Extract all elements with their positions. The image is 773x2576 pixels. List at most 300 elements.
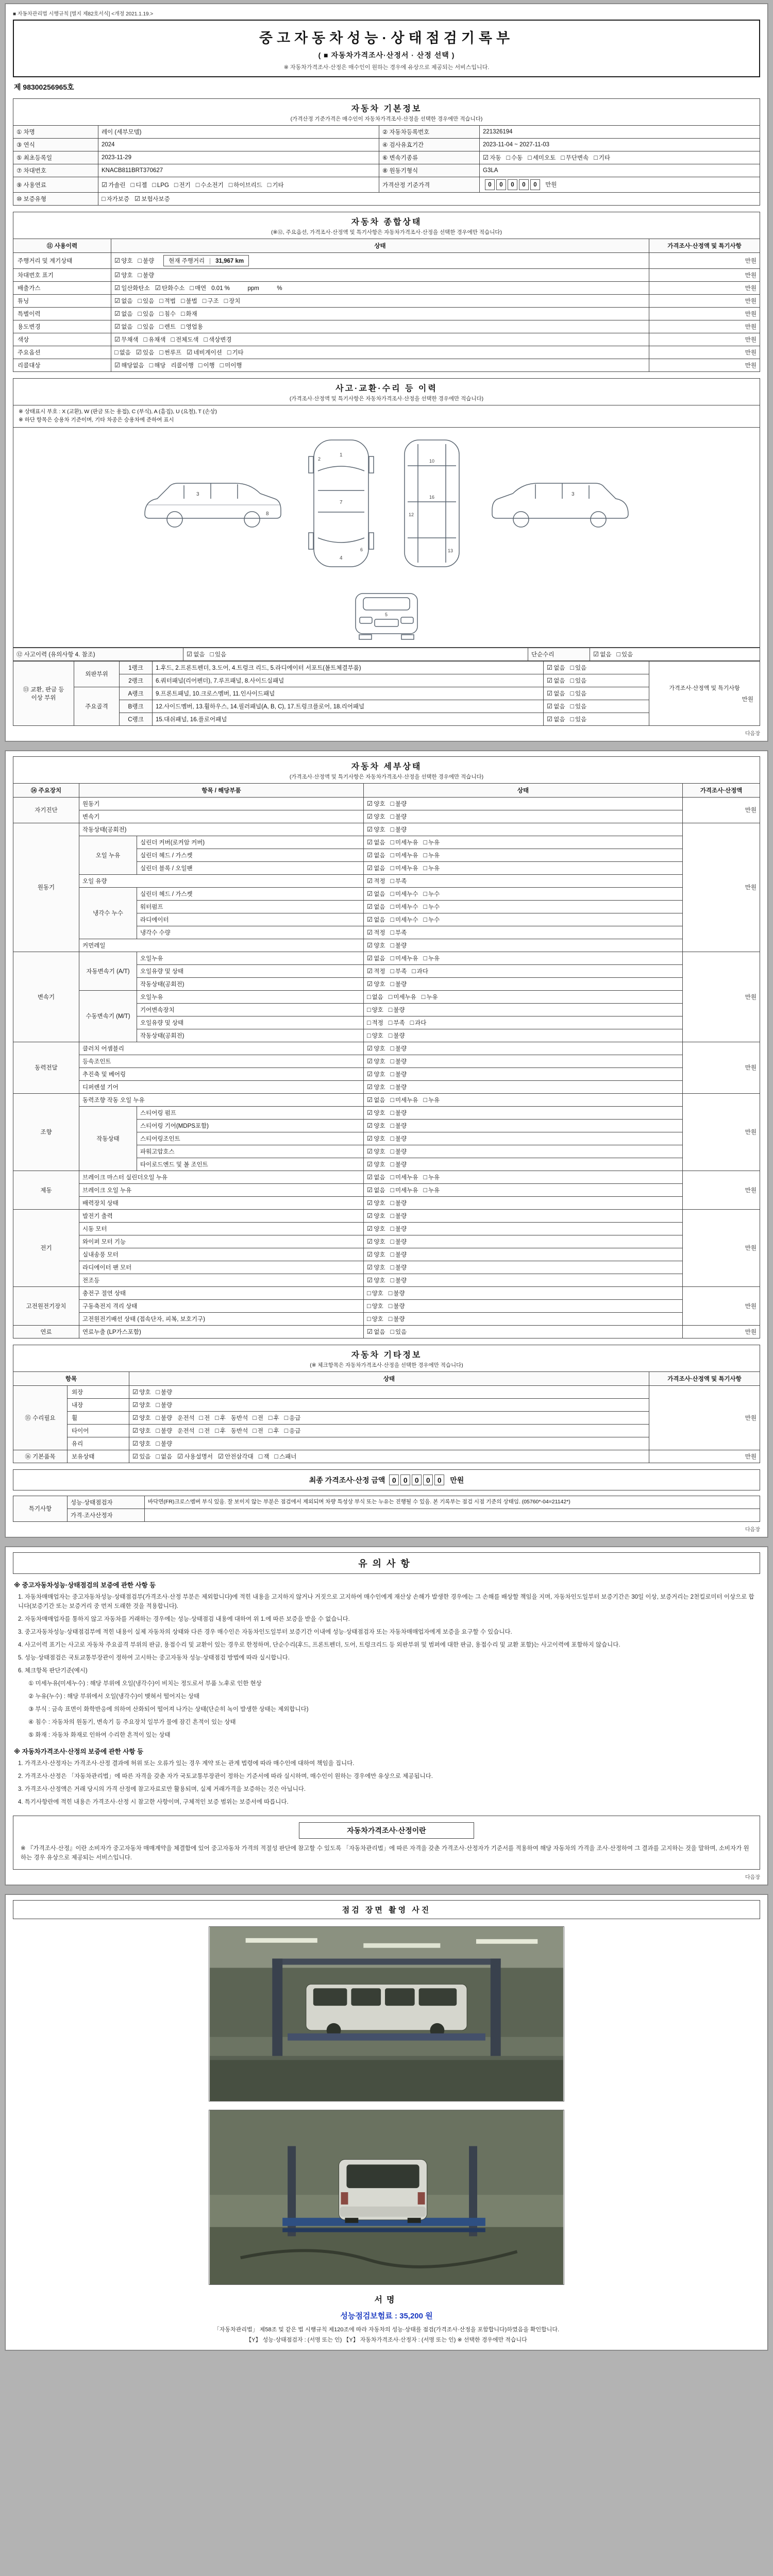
checkbox-불량[interactable] bbox=[390, 825, 407, 834]
checkbox-누유[interactable] bbox=[423, 838, 440, 846]
checkbox-있음[interactable] bbox=[138, 297, 154, 305]
checkbox-없음[interactable] bbox=[367, 954, 385, 962]
checkbox-없음[interactable] bbox=[367, 1096, 385, 1104]
checkbox-icon: □ bbox=[410, 1019, 414, 1026]
checkbox-양호[interactable] bbox=[132, 1401, 150, 1409]
checkbox-불량[interactable] bbox=[390, 812, 407, 821]
checkbox-디젤[interactable] bbox=[131, 181, 147, 189]
checkbox-양호[interactable] bbox=[367, 941, 385, 950]
checkbox-불량[interactable] bbox=[390, 1044, 407, 1053]
item-label: 변속기 bbox=[79, 810, 364, 823]
checkbox-미세누수[interactable] bbox=[390, 903, 418, 911]
checkbox-없음[interactable] bbox=[187, 650, 205, 658]
checkbox-없음[interactable] bbox=[367, 916, 385, 924]
checkbox-과다[interactable] bbox=[412, 967, 428, 975]
checkbox-미세누유[interactable] bbox=[390, 851, 418, 859]
checkbox-없음[interactable] bbox=[367, 993, 383, 1001]
checkbox-icon: ☑ bbox=[367, 1122, 373, 1129]
fee-label: 성능점검보험료 : bbox=[340, 2311, 397, 2320]
checkbox-있음[interactable] bbox=[616, 650, 633, 658]
checkbox-가솔린[interactable] bbox=[102, 181, 126, 189]
checkbox-없음[interactable] bbox=[156, 1452, 172, 1461]
checkbox-양호[interactable] bbox=[114, 271, 132, 279]
checkbox-부족[interactable] bbox=[390, 967, 407, 975]
checkbox-자가보증[interactable] bbox=[102, 195, 129, 203]
checkbox-label: 없음 bbox=[374, 839, 385, 846]
item-label: 냉각수 수량 bbox=[137, 926, 364, 939]
checkbox-불량[interactable] bbox=[389, 1031, 405, 1040]
state-cell bbox=[111, 269, 649, 282]
checkbox-없음[interactable] bbox=[547, 676, 565, 685]
checkbox-불량[interactable] bbox=[390, 1250, 407, 1259]
checkbox-전[interactable] bbox=[199, 1427, 210, 1435]
etc-row bbox=[13, 1424, 760, 1437]
checkbox-icon: ☑ bbox=[367, 1263, 373, 1271]
checkbox-icon: □ bbox=[215, 1427, 219, 1434]
accident-history-label: ⑫ 사고이력 (유의사항 4. 참조) bbox=[13, 648, 183, 660]
svg-text:3: 3 bbox=[572, 492, 575, 497]
checkbox-누수[interactable] bbox=[423, 903, 440, 911]
checkbox-없음[interactable] bbox=[547, 702, 565, 710]
checkbox-침수[interactable] bbox=[159, 310, 176, 318]
field-label: ③ 연식 bbox=[13, 139, 98, 151]
checkbox-양호[interactable] bbox=[367, 825, 385, 834]
remarks-text bbox=[145, 1509, 760, 1521]
checkbox-icon: □ bbox=[204, 336, 208, 343]
checkbox-icon: □ bbox=[423, 954, 427, 962]
checkbox-label: 누유 bbox=[428, 839, 440, 846]
checkbox-양호[interactable] bbox=[367, 1147, 385, 1156]
checkbox-불량[interactable] bbox=[390, 941, 407, 950]
state-cell bbox=[111, 282, 649, 295]
checkbox-label: 불량 bbox=[395, 1226, 407, 1232]
checkbox-label: 전 bbox=[204, 1415, 210, 1421]
checkbox-icon: ☑ bbox=[367, 1134, 373, 1142]
checkbox-icon: □ bbox=[423, 851, 427, 859]
checkbox-불량[interactable] bbox=[390, 1238, 407, 1246]
checkbox-장치[interactable] bbox=[224, 297, 241, 305]
checkbox-탄화수소[interactable] bbox=[155, 284, 185, 292]
checkbox-label: 후 bbox=[273, 1415, 279, 1421]
checkbox-icon: □ bbox=[390, 1147, 394, 1155]
checkbox-불량[interactable] bbox=[390, 1083, 407, 1091]
detail-row bbox=[13, 1080, 760, 1093]
checkbox-불량[interactable] bbox=[138, 257, 154, 265]
checkbox-불법[interactable] bbox=[181, 297, 197, 305]
overall-row bbox=[13, 320, 760, 333]
checkbox-없음[interactable] bbox=[367, 851, 385, 859]
item-label: 실린더 헤드 / 가스켓 bbox=[137, 849, 364, 861]
checkbox-불량[interactable] bbox=[389, 1315, 405, 1323]
price-cell: 만원 bbox=[649, 253, 760, 269]
checkbox-양호[interactable] bbox=[367, 1109, 385, 1117]
checkbox-없음[interactable] bbox=[114, 323, 132, 331]
checkbox-icon: □ bbox=[198, 362, 203, 369]
checkbox-양호[interactable] bbox=[367, 1044, 385, 1053]
checkbox-누수[interactable] bbox=[423, 916, 440, 924]
overall-row bbox=[13, 359, 760, 372]
checkbox-icon: □ bbox=[181, 310, 185, 317]
checkbox-있음[interactable] bbox=[570, 689, 586, 698]
checkbox-있음[interactable] bbox=[210, 650, 226, 658]
price-unit: 만원 bbox=[545, 182, 557, 188]
checkbox-불량[interactable] bbox=[156, 1414, 172, 1422]
checkbox-누유[interactable] bbox=[423, 864, 440, 872]
car-diagram-area bbox=[13, 427, 760, 648]
checkbox-기타[interactable] bbox=[267, 181, 284, 189]
checkbox-양호[interactable] bbox=[367, 1160, 385, 1168]
checkbox-없음[interactable] bbox=[367, 838, 385, 846]
checkbox-label: 없음 bbox=[193, 651, 205, 658]
checkbox-label: 일산화탄소 bbox=[121, 285, 150, 292]
detail-row bbox=[13, 1325, 760, 1338]
checkbox-후[interactable] bbox=[215, 1427, 226, 1435]
checkbox-양호[interactable] bbox=[367, 1134, 385, 1143]
checkbox-자동[interactable] bbox=[483, 154, 501, 162]
checkbox-양호[interactable] bbox=[132, 1388, 150, 1396]
price-cell: 만원 bbox=[649, 359, 760, 372]
item-label: 타이로드엔드 및 볼 조인트 bbox=[137, 1158, 364, 1171]
checkbox-양호[interactable] bbox=[367, 1225, 385, 1233]
checkbox-양호[interactable] bbox=[367, 1276, 385, 1284]
panel-row bbox=[13, 661, 760, 674]
checkbox-양호[interactable] bbox=[367, 1212, 385, 1220]
checkbox-후[interactable] bbox=[268, 1427, 279, 1435]
checkbox-양호[interactable] bbox=[367, 1289, 383, 1297]
detail-row bbox=[13, 1106, 760, 1119]
checkbox-불량[interactable] bbox=[390, 1134, 407, 1143]
checkbox-양호[interactable] bbox=[367, 1199, 385, 1207]
checkbox-누유[interactable] bbox=[423, 1186, 440, 1194]
state-cell bbox=[364, 1080, 683, 1093]
notice-item: ④ 침수 : 자동차의 원동기, 변속기 등 주요장치 일부가 물에 잠긴 흔적이 있는 상태 bbox=[28, 1719, 236, 1726]
checkbox-무채색[interactable] bbox=[114, 335, 139, 344]
checkbox-적정[interactable] bbox=[367, 928, 385, 937]
checkbox-icon: □ bbox=[227, 349, 231, 356]
checkbox-세미오토[interactable] bbox=[528, 154, 556, 162]
checkbox-있음[interactable] bbox=[570, 676, 586, 685]
checkbox-있음[interactable] bbox=[390, 1328, 407, 1336]
checkbox-스패너[interactable] bbox=[274, 1452, 296, 1461]
checkbox-불량[interactable] bbox=[389, 1289, 405, 1297]
price-cell: 만원 bbox=[683, 1325, 760, 1338]
detail-row bbox=[13, 823, 760, 836]
remarks-who: 성능·상태점검자 bbox=[68, 1496, 145, 1509]
checkbox-부족[interactable] bbox=[390, 928, 407, 937]
state-cell bbox=[364, 1261, 683, 1274]
checkbox-label: LPG bbox=[157, 182, 169, 189]
checkbox-없음[interactable] bbox=[547, 715, 565, 723]
checkbox-구조[interactable] bbox=[203, 297, 219, 305]
engine-type-value: G3LA bbox=[480, 164, 760, 177]
checkbox-유채색[interactable] bbox=[144, 335, 166, 344]
checkbox-없음[interactable] bbox=[367, 903, 385, 911]
checkbox-불량[interactable] bbox=[390, 1212, 407, 1220]
checkbox-양호[interactable] bbox=[367, 1238, 385, 1246]
checkbox-label: 있음 bbox=[215, 651, 227, 658]
checkbox-양호[interactable] bbox=[114, 257, 132, 265]
field-label: ⑨ 사용연료 bbox=[13, 177, 98, 193]
checkbox-icon: ☑ bbox=[114, 323, 121, 330]
checkbox-불량[interactable] bbox=[390, 1070, 407, 1078]
checkbox-응급[interactable] bbox=[284, 1414, 301, 1422]
checkbox-보험사보증[interactable] bbox=[135, 195, 170, 203]
checkbox-불량[interactable] bbox=[390, 1276, 407, 1284]
checkbox-수동[interactable] bbox=[506, 154, 523, 162]
checkbox-미세누유[interactable] bbox=[390, 864, 418, 872]
checkbox-있음[interactable] bbox=[570, 715, 586, 723]
checkbox-icon: □ bbox=[561, 154, 565, 161]
checkbox-무단변속[interactable] bbox=[561, 154, 589, 162]
checkbox-label: 불량 bbox=[393, 1303, 405, 1310]
checkbox-적정[interactable] bbox=[367, 967, 385, 975]
detail-row bbox=[13, 1042, 760, 1055]
state-cell bbox=[364, 1055, 683, 1067]
checkbox-불량[interactable] bbox=[390, 1122, 407, 1130]
col-price: 가격조사·산정액 및 특기사항 bbox=[649, 239, 760, 253]
checkbox-label: 있음 bbox=[139, 1453, 151, 1460]
checkbox-잭[interactable] bbox=[259, 1452, 270, 1461]
state-cell bbox=[364, 977, 683, 990]
checkbox-label: 누유 bbox=[428, 1187, 440, 1194]
checkbox-안전삼각대[interactable] bbox=[218, 1452, 254, 1461]
checkbox-없음[interactable] bbox=[114, 348, 131, 357]
car-front-view-diagram bbox=[343, 587, 430, 643]
checkbox-미세누유[interactable] bbox=[390, 838, 418, 846]
checkbox-LPG[interactable] bbox=[152, 181, 169, 189]
checkbox-있음[interactable] bbox=[570, 702, 586, 710]
checkbox-양호[interactable] bbox=[367, 1031, 383, 1040]
checkbox-일산화탄소[interactable] bbox=[114, 284, 150, 292]
checkbox-icon: □ bbox=[390, 1263, 394, 1271]
checkbox-누수[interactable] bbox=[423, 890, 440, 898]
notice-item: 6. 체크항목 판단기준(예시) bbox=[18, 1668, 88, 1674]
remarks-table bbox=[13, 1496, 760, 1522]
checkbox-양호[interactable] bbox=[367, 980, 385, 988]
checkbox-누유[interactable] bbox=[423, 954, 440, 962]
checkbox-불량[interactable] bbox=[390, 1199, 407, 1207]
checkbox-icon: □ bbox=[367, 1019, 371, 1026]
overall-row bbox=[13, 308, 760, 320]
checkbox-양호[interactable] bbox=[367, 1083, 385, 1091]
checkbox-label: 전기 bbox=[179, 182, 191, 189]
checkbox-전체도색[interactable] bbox=[171, 335, 198, 344]
checkbox-label: 누유 bbox=[428, 865, 440, 872]
checkbox-양호[interactable] bbox=[367, 1250, 385, 1259]
checkbox-양호[interactable] bbox=[367, 1070, 385, 1078]
card-basic bbox=[5, 4, 768, 741]
checkbox-양호[interactable] bbox=[367, 1315, 383, 1323]
checkbox-불량[interactable] bbox=[156, 1388, 172, 1396]
checkbox-label: 양호 bbox=[374, 981, 385, 988]
checkbox-양호[interactable] bbox=[367, 1302, 383, 1310]
checkbox-누유[interactable] bbox=[423, 851, 440, 859]
checkbox-미세누유[interactable] bbox=[390, 1186, 418, 1194]
checkbox-기타[interactable] bbox=[594, 154, 610, 162]
checkbox-영업용[interactable] bbox=[181, 323, 203, 331]
checkbox-불량[interactable] bbox=[390, 1147, 407, 1156]
checkbox-누유[interactable] bbox=[423, 1096, 440, 1104]
checkbox-icon: □ bbox=[258, 1452, 263, 1460]
checkbox-있음[interactable] bbox=[138, 310, 154, 318]
checkbox-후[interactable] bbox=[268, 1414, 279, 1422]
checkbox-미세누수[interactable] bbox=[390, 890, 418, 898]
checkbox-양호[interactable] bbox=[132, 1414, 150, 1422]
checkbox-label: 미세누유 bbox=[395, 852, 418, 859]
checkbox-icon: □ bbox=[284, 1427, 289, 1434]
checkbox-label: 양호 bbox=[121, 273, 133, 279]
checkbox-전[interactable] bbox=[253, 1427, 263, 1435]
checkbox-불량[interactable] bbox=[390, 1263, 407, 1272]
checkbox-누유[interactable] bbox=[423, 1173, 440, 1181]
checkbox-양호[interactable] bbox=[367, 1057, 385, 1065]
item-label: 전조등 bbox=[79, 1274, 364, 1286]
checkbox-label: 불량 bbox=[161, 1440, 173, 1447]
checkbox-양호[interactable] bbox=[367, 1006, 383, 1014]
price-cell: 만원 bbox=[649, 333, 760, 346]
checkbox-하이브리드[interactable] bbox=[229, 181, 262, 189]
next-page-label: 다음장 bbox=[745, 731, 760, 737]
notice-content bbox=[13, 1580, 760, 1808]
etc-row bbox=[13, 1398, 760, 1411]
exchange-panel-table bbox=[13, 661, 760, 726]
checkbox-미세누유[interactable] bbox=[390, 1096, 418, 1104]
checkbox-해당없음[interactable] bbox=[114, 361, 144, 369]
checkbox-없음[interactable] bbox=[547, 689, 565, 698]
checkbox-썬루프[interactable] bbox=[159, 348, 181, 357]
checkbox-색상변경[interactable] bbox=[204, 335, 231, 344]
checkbox-렌트[interactable] bbox=[159, 323, 176, 331]
price-cell: 만원 bbox=[649, 1385, 760, 1450]
checkbox-전[interactable] bbox=[253, 1414, 263, 1422]
checkbox-label: 자동 bbox=[490, 155, 501, 161]
checkbox-label: 불량 bbox=[395, 1148, 407, 1155]
checkbox-매연[interactable] bbox=[190, 284, 206, 292]
checkbox-전기[interactable] bbox=[174, 181, 191, 189]
checkbox-과다[interactable] bbox=[410, 1019, 427, 1027]
checkbox-양호[interactable] bbox=[367, 800, 385, 808]
checkbox-불량[interactable] bbox=[390, 1225, 407, 1233]
checkbox-미세누유[interactable] bbox=[390, 954, 418, 962]
checkbox-label: 양호 bbox=[372, 1032, 383, 1039]
checkbox-양호[interactable] bbox=[367, 812, 385, 821]
etc-basic-items-row bbox=[13, 1450, 760, 1463]
price-cell: 만원 bbox=[649, 1450, 760, 1463]
detail-row bbox=[13, 1312, 760, 1325]
checkbox-불량[interactable] bbox=[138, 271, 154, 279]
price-unit: 만원 bbox=[742, 696, 753, 703]
svg-text:4: 4 bbox=[340, 555, 343, 561]
checkbox-화재[interactable] bbox=[181, 310, 197, 318]
checkbox-부족[interactable] bbox=[389, 1019, 405, 1027]
checkbox-불량[interactable] bbox=[390, 800, 407, 808]
checkbox-label: 양호 bbox=[374, 1200, 385, 1207]
checkbox-전[interactable] bbox=[199, 1414, 210, 1422]
checkbox-미이행[interactable] bbox=[220, 361, 242, 369]
checkbox-적법[interactable] bbox=[159, 297, 176, 305]
checkbox-없음[interactable] bbox=[547, 664, 565, 672]
checkbox-미세누유[interactable] bbox=[389, 993, 416, 1001]
checkbox-icon: ☑ bbox=[483, 154, 489, 161]
checkbox-불량[interactable] bbox=[390, 980, 407, 988]
card-detail bbox=[5, 751, 768, 1537]
checkbox-양호[interactable] bbox=[367, 1263, 385, 1272]
checkbox-양호[interactable] bbox=[132, 1427, 150, 1435]
checkbox-있음[interactable] bbox=[132, 1452, 150, 1461]
checkbox-없음[interactable] bbox=[367, 864, 385, 872]
section-note: (※⑫, 주요옵션, 가격조사·산정액 및 특기사항은 자동차가격조사·산정을 선택한 경우에만 적습니다) bbox=[271, 229, 502, 235]
checkbox-양호[interactable] bbox=[132, 1439, 150, 1448]
checkbox-불량[interactable] bbox=[156, 1401, 172, 1409]
checkbox-적정[interactable] bbox=[367, 1019, 383, 1027]
item-label: 외장 bbox=[68, 1385, 129, 1398]
item-label: 오일유량 및 상태 bbox=[137, 1016, 364, 1029]
checkbox-미세누수[interactable] bbox=[390, 916, 418, 924]
detail-row bbox=[13, 1171, 760, 1183]
checkbox-없음[interactable] bbox=[593, 650, 611, 658]
checkbox-적정[interactable] bbox=[367, 877, 385, 885]
rank-label: 2랭크 bbox=[120, 674, 153, 687]
checkbox-해당[interactable] bbox=[149, 361, 166, 369]
checkbox-없음[interactable] bbox=[367, 890, 385, 898]
checkbox-label: 응급 bbox=[289, 1415, 301, 1421]
checkbox-있음[interactable] bbox=[570, 664, 586, 672]
item-label: 디퍼렌셜 기어 bbox=[79, 1080, 364, 1093]
checkbox-없음[interactable] bbox=[114, 297, 132, 305]
section-header-overall bbox=[13, 212, 760, 239]
checkbox-불량[interactable] bbox=[390, 1109, 407, 1117]
checkbox-label: 있음 bbox=[395, 1329, 407, 1335]
checkbox-수소전기[interactable] bbox=[196, 181, 224, 189]
subgroup-label: 수동변속기 (M/T) bbox=[79, 990, 137, 1042]
checkbox-사용설명서[interactable] bbox=[177, 1452, 213, 1461]
checkbox-불량[interactable] bbox=[390, 1160, 407, 1168]
transmission-options bbox=[480, 151, 760, 164]
checkbox-icon: ☑ bbox=[135, 195, 141, 202]
checkbox-label: 양호 bbox=[372, 1007, 383, 1013]
checkbox-label: 불량 bbox=[161, 1402, 173, 1409]
field-label: ⑧ 원동기형식 bbox=[379, 164, 480, 177]
checkbox-없음[interactable] bbox=[367, 1328, 385, 1336]
checkbox-불량[interactable] bbox=[389, 1302, 405, 1310]
checkbox-양호[interactable] bbox=[367, 1122, 385, 1130]
checkbox-없음[interactable] bbox=[114, 310, 132, 318]
checkbox-불량[interactable] bbox=[389, 1006, 405, 1014]
checkbox-부족[interactable] bbox=[390, 877, 407, 885]
checkbox-응급[interactable] bbox=[284, 1427, 301, 1435]
checkbox-이행[interactable] bbox=[198, 361, 215, 369]
price-box-title: 자동차가격조사·산정이란 bbox=[299, 1822, 474, 1839]
checkbox-기타[interactable] bbox=[227, 348, 244, 357]
checkbox-누유[interactable] bbox=[422, 993, 438, 1001]
checkbox-label: 적법 bbox=[164, 298, 176, 304]
car-rear bbox=[339, 2159, 427, 2223]
checkbox-후[interactable] bbox=[215, 1414, 226, 1422]
checkbox-불량[interactable] bbox=[156, 1427, 172, 1435]
checkbox-없음[interactable] bbox=[367, 1186, 385, 1194]
checkbox-네비게이션[interactable] bbox=[187, 348, 222, 357]
checkbox-없음[interactable] bbox=[367, 1173, 385, 1181]
checkbox-불량[interactable] bbox=[390, 1057, 407, 1065]
checkbox-있음[interactable] bbox=[136, 348, 154, 357]
device-label: 변속기 bbox=[13, 952, 79, 1042]
checkbox-불량[interactable] bbox=[156, 1439, 172, 1448]
checkbox-icon: ☑ bbox=[114, 336, 121, 343]
checkbox-있음[interactable] bbox=[138, 323, 154, 331]
item-label: 발전기 출력 bbox=[79, 1209, 364, 1222]
checkbox-icon: □ bbox=[284, 1414, 289, 1421]
checkbox-미세누유[interactable] bbox=[390, 1173, 418, 1181]
